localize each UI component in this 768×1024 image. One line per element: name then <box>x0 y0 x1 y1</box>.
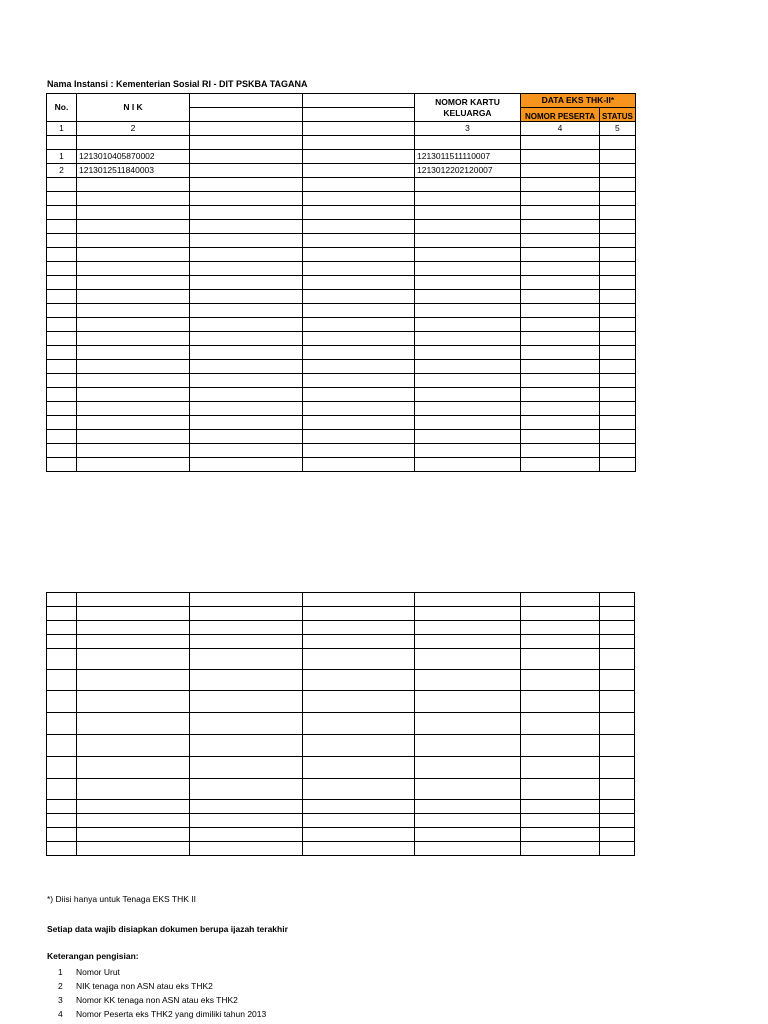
row-nik: 1213012511840003 <box>77 164 190 178</box>
table-row <box>47 842 635 856</box>
column-number-row <box>47 122 636 136</box>
table-row <box>47 828 635 842</box>
table-row <box>47 220 636 234</box>
table-row <box>47 649 635 670</box>
table-row <box>47 430 636 444</box>
table-row <box>47 607 635 621</box>
table-row <box>47 444 636 458</box>
blank-table <box>46 592 635 856</box>
row-no: 1 <box>47 150 77 164</box>
table-row <box>47 206 636 220</box>
keterangan-item: 4 Nomor Peserta eks THK2 yang dimiliki tahun 2013 <box>58 1009 267 1019</box>
table-row <box>47 346 636 360</box>
table-row <box>47 150 636 164</box>
table-row <box>47 360 636 374</box>
row-nik: 1213010405870002 <box>77 150 190 164</box>
row-kk: 1213012202120007 <box>415 164 521 178</box>
table-row <box>47 402 636 416</box>
row-kk: 1213011511110007 <box>415 150 521 164</box>
header-col4-sub <box>303 108 415 122</box>
header-nik: N I K <box>77 94 190 122</box>
keterangan-list <box>58 965 266 1021</box>
table-row <box>47 374 636 388</box>
instansi-title: Nama Instansi : Kementerian Sosial RI - DIT PSKBA TAGANA <box>47 79 308 89</box>
table-row <box>47 779 635 800</box>
header-col3-sub <box>190 108 303 122</box>
col-number-1: 1 <box>47 122 77 136</box>
table-row <box>47 635 635 649</box>
table-row <box>47 192 636 206</box>
table-row <box>47 276 636 290</box>
footnote: *) Diisi hanya untuk Tenaga EKS THK II <box>47 894 196 904</box>
table-row <box>47 136 636 150</box>
header-col3 <box>190 94 303 108</box>
header-status: STATUS <box>600 108 636 122</box>
table-row <box>47 416 636 430</box>
col-number-2: 2 <box>77 122 190 136</box>
col-number-7: 5 <box>600 122 636 136</box>
ijazah-note: Setiap data wajib disiapkan dokumen berupa ijazah terakhir <box>47 924 288 934</box>
table-row <box>47 290 636 304</box>
header-data-eks-thk2: DATA EKS THK-II* <box>521 94 636 108</box>
table-row <box>47 814 635 828</box>
col-number-4 <box>303 122 415 136</box>
keterangan-item: 1 Nomor Urut <box>58 967 120 977</box>
table-row <box>47 388 636 402</box>
table-row <box>47 262 636 276</box>
table-row <box>47 332 636 346</box>
table-row <box>47 318 636 332</box>
col-number-3 <box>190 122 303 136</box>
table-row <box>47 757 635 779</box>
table-row <box>47 670 635 691</box>
table-row <box>47 234 636 248</box>
table-row <box>47 621 635 635</box>
table-row <box>47 593 635 607</box>
header-no: No. <box>47 94 77 122</box>
table-row <box>47 304 636 318</box>
keterangan-item: 3 Nomor KK tenaga non ASN atau eks THK2 <box>58 995 238 1005</box>
keterangan-title: Keterangan pengisian: <box>47 951 139 961</box>
header-nomor-peserta: NOMOR PESERTA <box>521 108 600 122</box>
col-number-5: 3 <box>415 122 521 136</box>
table-row <box>47 735 635 757</box>
table-row <box>47 248 636 262</box>
table-row <box>47 691 635 713</box>
table-row <box>47 164 636 178</box>
table-row <box>47 178 636 192</box>
keterangan-item: 2 NIK tenaga non ASN atau eks THK2 <box>58 981 213 991</box>
row-no: 2 <box>47 164 77 178</box>
col-number-6: 4 <box>521 122 600 136</box>
table-row <box>47 458 636 472</box>
header-nomor-kartu-keluarga: NOMOR KARTU KELUARGA <box>415 94 521 122</box>
header-col4 <box>303 94 415 108</box>
table-row <box>47 713 635 735</box>
table-row <box>47 800 635 814</box>
data-table <box>46 93 636 472</box>
